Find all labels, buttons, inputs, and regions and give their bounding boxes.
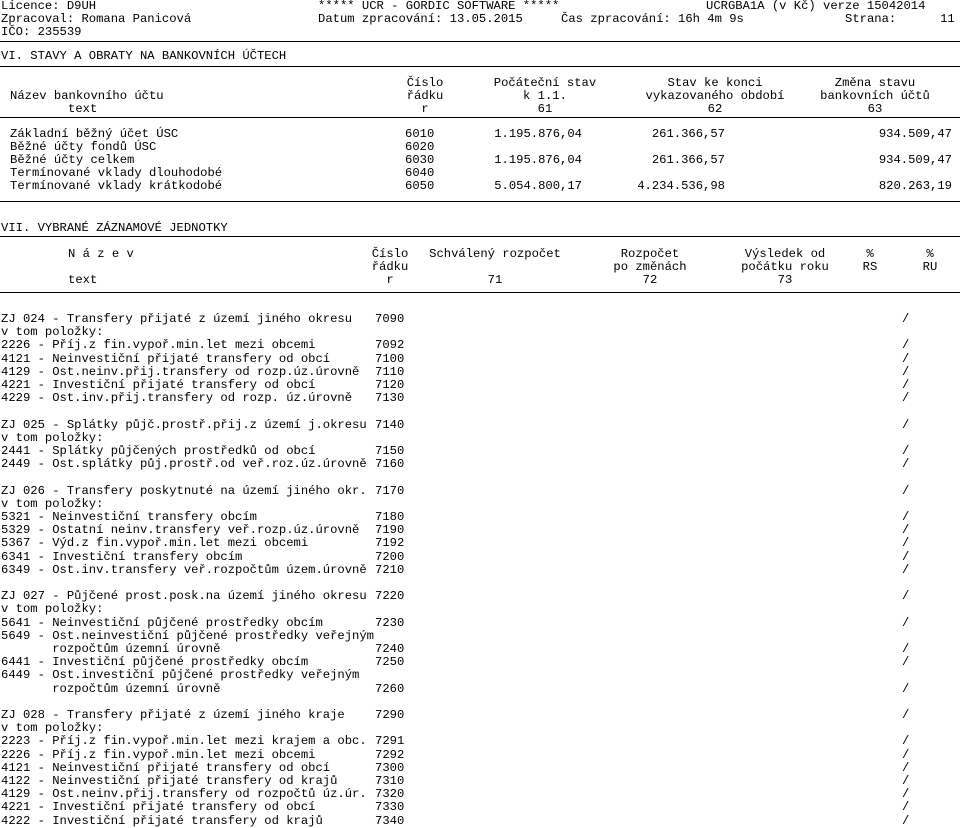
section7-line-number: 7100: [375, 351, 405, 366]
section7-line-slash: /: [902, 642, 910, 656]
section7-line-text: 4129 - Ost.neinv.přij.transfery od rozp.úz.úrovně: [1, 364, 360, 379]
section6-header-col4-1: vykazovaného období: [645, 89, 785, 103]
section7-line-text: ZJ 025 - Splátky půjč.prostř.přij.z území j.okresu: [1, 417, 367, 432]
section7-line-text: 5329 - Ostatní neinv.transfery veř.rozp.úz.úrovně: [1, 523, 360, 538]
section6-bottom-rule: [0, 201, 960, 202]
section6-header-rule: [0, 117, 960, 118]
section7-line-number: 7200: [375, 549, 405, 564]
section7-line-number: 7190: [375, 523, 405, 538]
section7-line-text: 6349 - Ost.inv.transfery veř.rozpočtům územ.úrovně: [1, 562, 367, 577]
section7-line-text: 4121 - Neinvestiční přijaté transfery od obcí: [1, 351, 331, 366]
section7-line-number: 7090: [375, 312, 405, 326]
section7-line-text: 4121 - Neinvestiční přijaté transfery od obcí: [1, 760, 331, 775]
zpracoval: Zpracoval: Romana Panicová: [1, 12, 192, 26]
section6-header-col5-0: Změna stavu: [834, 76, 916, 90]
section7-line-slash: /: [902, 444, 910, 458]
section7-line-number: 7320: [375, 787, 405, 802]
section7-line-number: 7192: [375, 536, 405, 551]
section6-header-col4-0: Stav ke konci: [667, 76, 763, 90]
section7-line-number: 7300: [375, 760, 405, 775]
section6-row-pocatecni: 5.054.800,17: [494, 179, 582, 193]
section7-line-number: 7170: [375, 483, 405, 498]
section6-row-name: Termínované vklady dlouhodobé: [10, 166, 223, 180]
section7-line-number: 7140: [375, 417, 405, 432]
section7-line-number: 7150: [375, 444, 405, 458]
section7-line-number: 7110: [375, 364, 405, 379]
section7-line-text: 2441 - Splátky půjčených prostředků od obcí: [1, 444, 316, 458]
section7-line-slash: /: [902, 510, 910, 524]
section7-line-slash: /: [902, 549, 910, 564]
section7-line-slash: /: [902, 378, 910, 392]
section7-line-number: 7180: [375, 510, 405, 524]
licence: Licence: D9UH: [1, 0, 97, 13]
section6-header-col2-2: r: [421, 102, 429, 116]
section7-header-nazev: N á z e v: [68, 247, 134, 261]
cas-zpracovani: Čas zpracování: 16h 4m 9s: [561, 12, 744, 26]
section7-line-slash: /: [902, 734, 910, 749]
datum-zpracovani: Datum zpracování: 13.05.2015: [318, 12, 523, 26]
section7-header-rs-1: RS: [862, 260, 878, 274]
section7-line-slash: /: [902, 536, 910, 551]
section7-title: VII. VYBRANÉ ZÁZNAMOVÉ JEDNOTKY: [1, 221, 228, 235]
section7-header-cislo-2: r: [386, 273, 394, 287]
section7-line-text: ZJ 024 - Transfery přijaté z území jiného okresu: [1, 312, 353, 326]
section6-top-rule: [0, 66, 960, 67]
section7-line-text: v tom položky:: [1, 602, 104, 617]
section7-line-text: v tom položky:: [1, 496, 104, 511]
section6-row-zmena: 934.509,47: [878, 153, 952, 167]
section7-header-schvaleny-2: 71: [487, 273, 503, 287]
section7-line-number: 7240: [375, 642, 405, 656]
section7-header-rozpocet-2: 72: [642, 273, 658, 287]
section7-line-text: 4229 - Ost.inv.přij.transfery od rozp. úz.úrovně: [1, 391, 353, 406]
section6-row-number: 6040: [405, 166, 435, 180]
section7-line-text: 2226 - Příj.z fin.vypoř.min.let mezi obcemi: [1, 747, 316, 762]
section7-line-number: 7260: [375, 681, 405, 696]
ico: IČO: 235539: [1, 25, 82, 39]
section7-line-slash: /: [902, 312, 910, 326]
section7-line-slash: /: [902, 457, 910, 472]
section7-line-slash: /: [902, 760, 910, 775]
section7-top-rule: [0, 236, 960, 237]
section7-line-slash: /: [902, 562, 910, 577]
section7-line-number: 7330: [375, 800, 405, 815]
section7-line-text: 5649 - Ost.neinvestiční půjčené prostředky veřejným: [1, 628, 374, 643]
section6-row-konec: 261.366,57: [651, 153, 725, 167]
section6-title: VI. STAVY A OBRATY NA BANKOVNÍCH ÚČTECH: [1, 49, 287, 63]
section7-header-rule: [0, 292, 960, 293]
section7-header-vysledek-2: 73: [777, 273, 793, 287]
section7-line-slash: /: [902, 813, 910, 828]
section7-line-slash: /: [902, 800, 910, 815]
section7-line-text: 2223 - Příj.z fin.vypoř.min.let mezi krajem a obc.: [1, 734, 367, 749]
section7-line-number: 7210: [375, 562, 405, 577]
section7-line-number: 7120: [375, 378, 405, 392]
section7-line-text: 6341 - Investiční transfery obcím: [1, 549, 243, 564]
section7-header-text: text: [68, 273, 98, 287]
section7-header-cislo-0: Číslo: [371, 247, 409, 261]
section6-row-name: Základní běžný účet ÚSC: [10, 127, 179, 141]
section7-line-text: 4222 - Investiční přijaté transfery od krajů: [1, 813, 323, 828]
section7-header-rs-0: %: [866, 247, 874, 261]
section7-line-slash: /: [902, 417, 910, 432]
section7-line-number: 7160: [375, 457, 405, 472]
section6-header-col5-1: bankovních účtů: [820, 89, 930, 103]
section7-line-slash: /: [902, 364, 910, 379]
section7-header-ru-1: RU: [922, 260, 938, 274]
section7-line-slash: /: [902, 747, 910, 762]
section7-line-text: rozpočtům územní úrovně: [1, 681, 221, 696]
section7-header-vysledek-1: počátku roku: [741, 260, 829, 274]
section7-line-slash: /: [902, 681, 910, 696]
section6-row-konec: 261.366,57: [651, 127, 725, 141]
section7-line-text: 4122 - Neinvestiční přijaté transfery od krajů: [1, 774, 338, 788]
section6-header-col3-0: Počáteční stav: [493, 76, 597, 90]
section7-line-number: 7250: [375, 655, 405, 670]
section7-line-slash: /: [902, 523, 910, 538]
section7-line-number: 7290: [375, 708, 405, 722]
section7-line-text: 6441 - Investiční půjčené prostředky obcím: [1, 655, 309, 670]
section7-line-number: 7310: [375, 774, 405, 788]
section7-line-slash: /: [902, 708, 910, 722]
software-title: ***** UCR - GORDIC SOFTWARE *****: [318, 0, 560, 13]
section7-line-number: 7230: [375, 615, 405, 630]
section7-line-text: 5321 - Neinvestiční transfery obcím: [1, 510, 257, 524]
section7-header-cislo-1: řádku: [371, 260, 409, 274]
section7-line-text: ZJ 028 - Transfery přijaté z území jiného kraje: [1, 708, 345, 722]
section7-line-slash: /: [902, 774, 910, 788]
section7-header-schvaleny-0: Schválený rozpočet: [429, 247, 561, 261]
section6-header-col2-1: řádku: [406, 89, 444, 103]
section6-row-number: 6030: [405, 153, 435, 167]
section7-line-slash: /: [902, 787, 910, 802]
section7-header-rozpocet-0: Rozpočet: [620, 247, 680, 261]
section6-header-col3-2: 61: [537, 102, 553, 116]
section7-line-text: 6449 - Ost.investiční půjčené prostředky veřejným: [1, 668, 360, 683]
section7-header-ru-0: %: [926, 247, 934, 261]
section7-line-text: 4221 - Investiční přijaté transfery od obcí: [1, 378, 316, 392]
page-number: Strana: 11: [845, 12, 955, 26]
section7-line-text: 5367 - Výd.z fin.vypoř.min.let mezi obcemi: [1, 536, 309, 551]
section6-row-pocatecni: 1.195.876,04: [494, 127, 582, 141]
section7-line-text: 5641 - Neinvestiční půjčené prostředky obcím: [1, 615, 323, 630]
section7-line-text: ZJ 026 - Transfery poskytnuté na území jiného okr.: [1, 483, 367, 498]
section7-line-slash: /: [902, 655, 910, 670]
section7-line-text: v tom položky:: [1, 721, 104, 736]
section6-row-number: 6020: [405, 140, 435, 154]
section6-header-col4-2: 62: [707, 102, 723, 116]
section6-header-col3-1: k 1.1.: [523, 89, 567, 103]
section6-row-konec: 4.234.536,98: [637, 179, 725, 193]
section7-line-text: 2449 - Ost.splátky půj.prostř.od veř.roz.úz.úrovně: [1, 457, 367, 472]
section6-header-col2-0: Číslo: [406, 76, 444, 90]
section7-line-text: 2226 - Příj.z fin.vypoř.min.let mezi obcemi: [1, 338, 316, 353]
section7-line-number: 7292: [375, 747, 405, 762]
section6-row-number: 6050: [405, 179, 435, 193]
section6-row-zmena: 934.509,47: [878, 127, 952, 141]
section7-line-text: rozpočtům územní úrovně: [1, 642, 221, 656]
section6-row-name: Termínované vklady krátkodobé: [10, 179, 223, 193]
section7-line-slash: /: [902, 338, 910, 353]
section7-line-text: 4129 - Ost.neinv.přij.transfery od rozpočtů úz.úr.: [1, 787, 367, 802]
section7-line-text: ZJ 027 - Půjčené prost.posk.na území jiného okresu: [1, 589, 367, 604]
section6-header-col1-1: Název bankovního účtu: [10, 89, 164, 103]
section6-row-number: 6010: [405, 127, 435, 141]
section7-line-text: v tom položky:: [1, 325, 104, 340]
section7-header-rozpocet-1: po změnách: [613, 260, 687, 274]
section7-line-number: 7291: [375, 734, 405, 749]
section6-row-name: Běžné účty fondů ÚSC: [10, 140, 157, 154]
section7-line-text: v tom položky:: [1, 430, 104, 445]
section6-row-pocatecni: 1.195.876,04: [494, 153, 582, 167]
section7-line-slash: /: [902, 351, 910, 366]
section7-line-slash: /: [902, 615, 910, 630]
section6-header-col5-2: 63: [867, 102, 883, 116]
section7-line-number: 7130: [375, 391, 405, 406]
section7-line-slash: /: [902, 589, 910, 604]
section6-header-col1-2: text: [68, 102, 98, 116]
section7-line-slash: /: [902, 391, 910, 406]
section7-line-slash: /: [902, 483, 910, 498]
section6-row-zmena: 820.263,19: [878, 179, 952, 193]
header-divider: [0, 41, 960, 42]
section7-line-number: 7340: [375, 813, 405, 828]
section6-row-name: Běžné účty celkem: [10, 153, 135, 167]
section7-header-vysledek-0: Výsledek od: [744, 247, 826, 261]
section7-line-text: 4221 - Investiční přijaté transfery od obcí: [1, 800, 316, 815]
section7-line-number: 7092: [375, 338, 405, 353]
version: UCRGBA1A (v Kč) verze 15042014: [706, 0, 926, 13]
section7-line-number: 7220: [375, 589, 405, 604]
